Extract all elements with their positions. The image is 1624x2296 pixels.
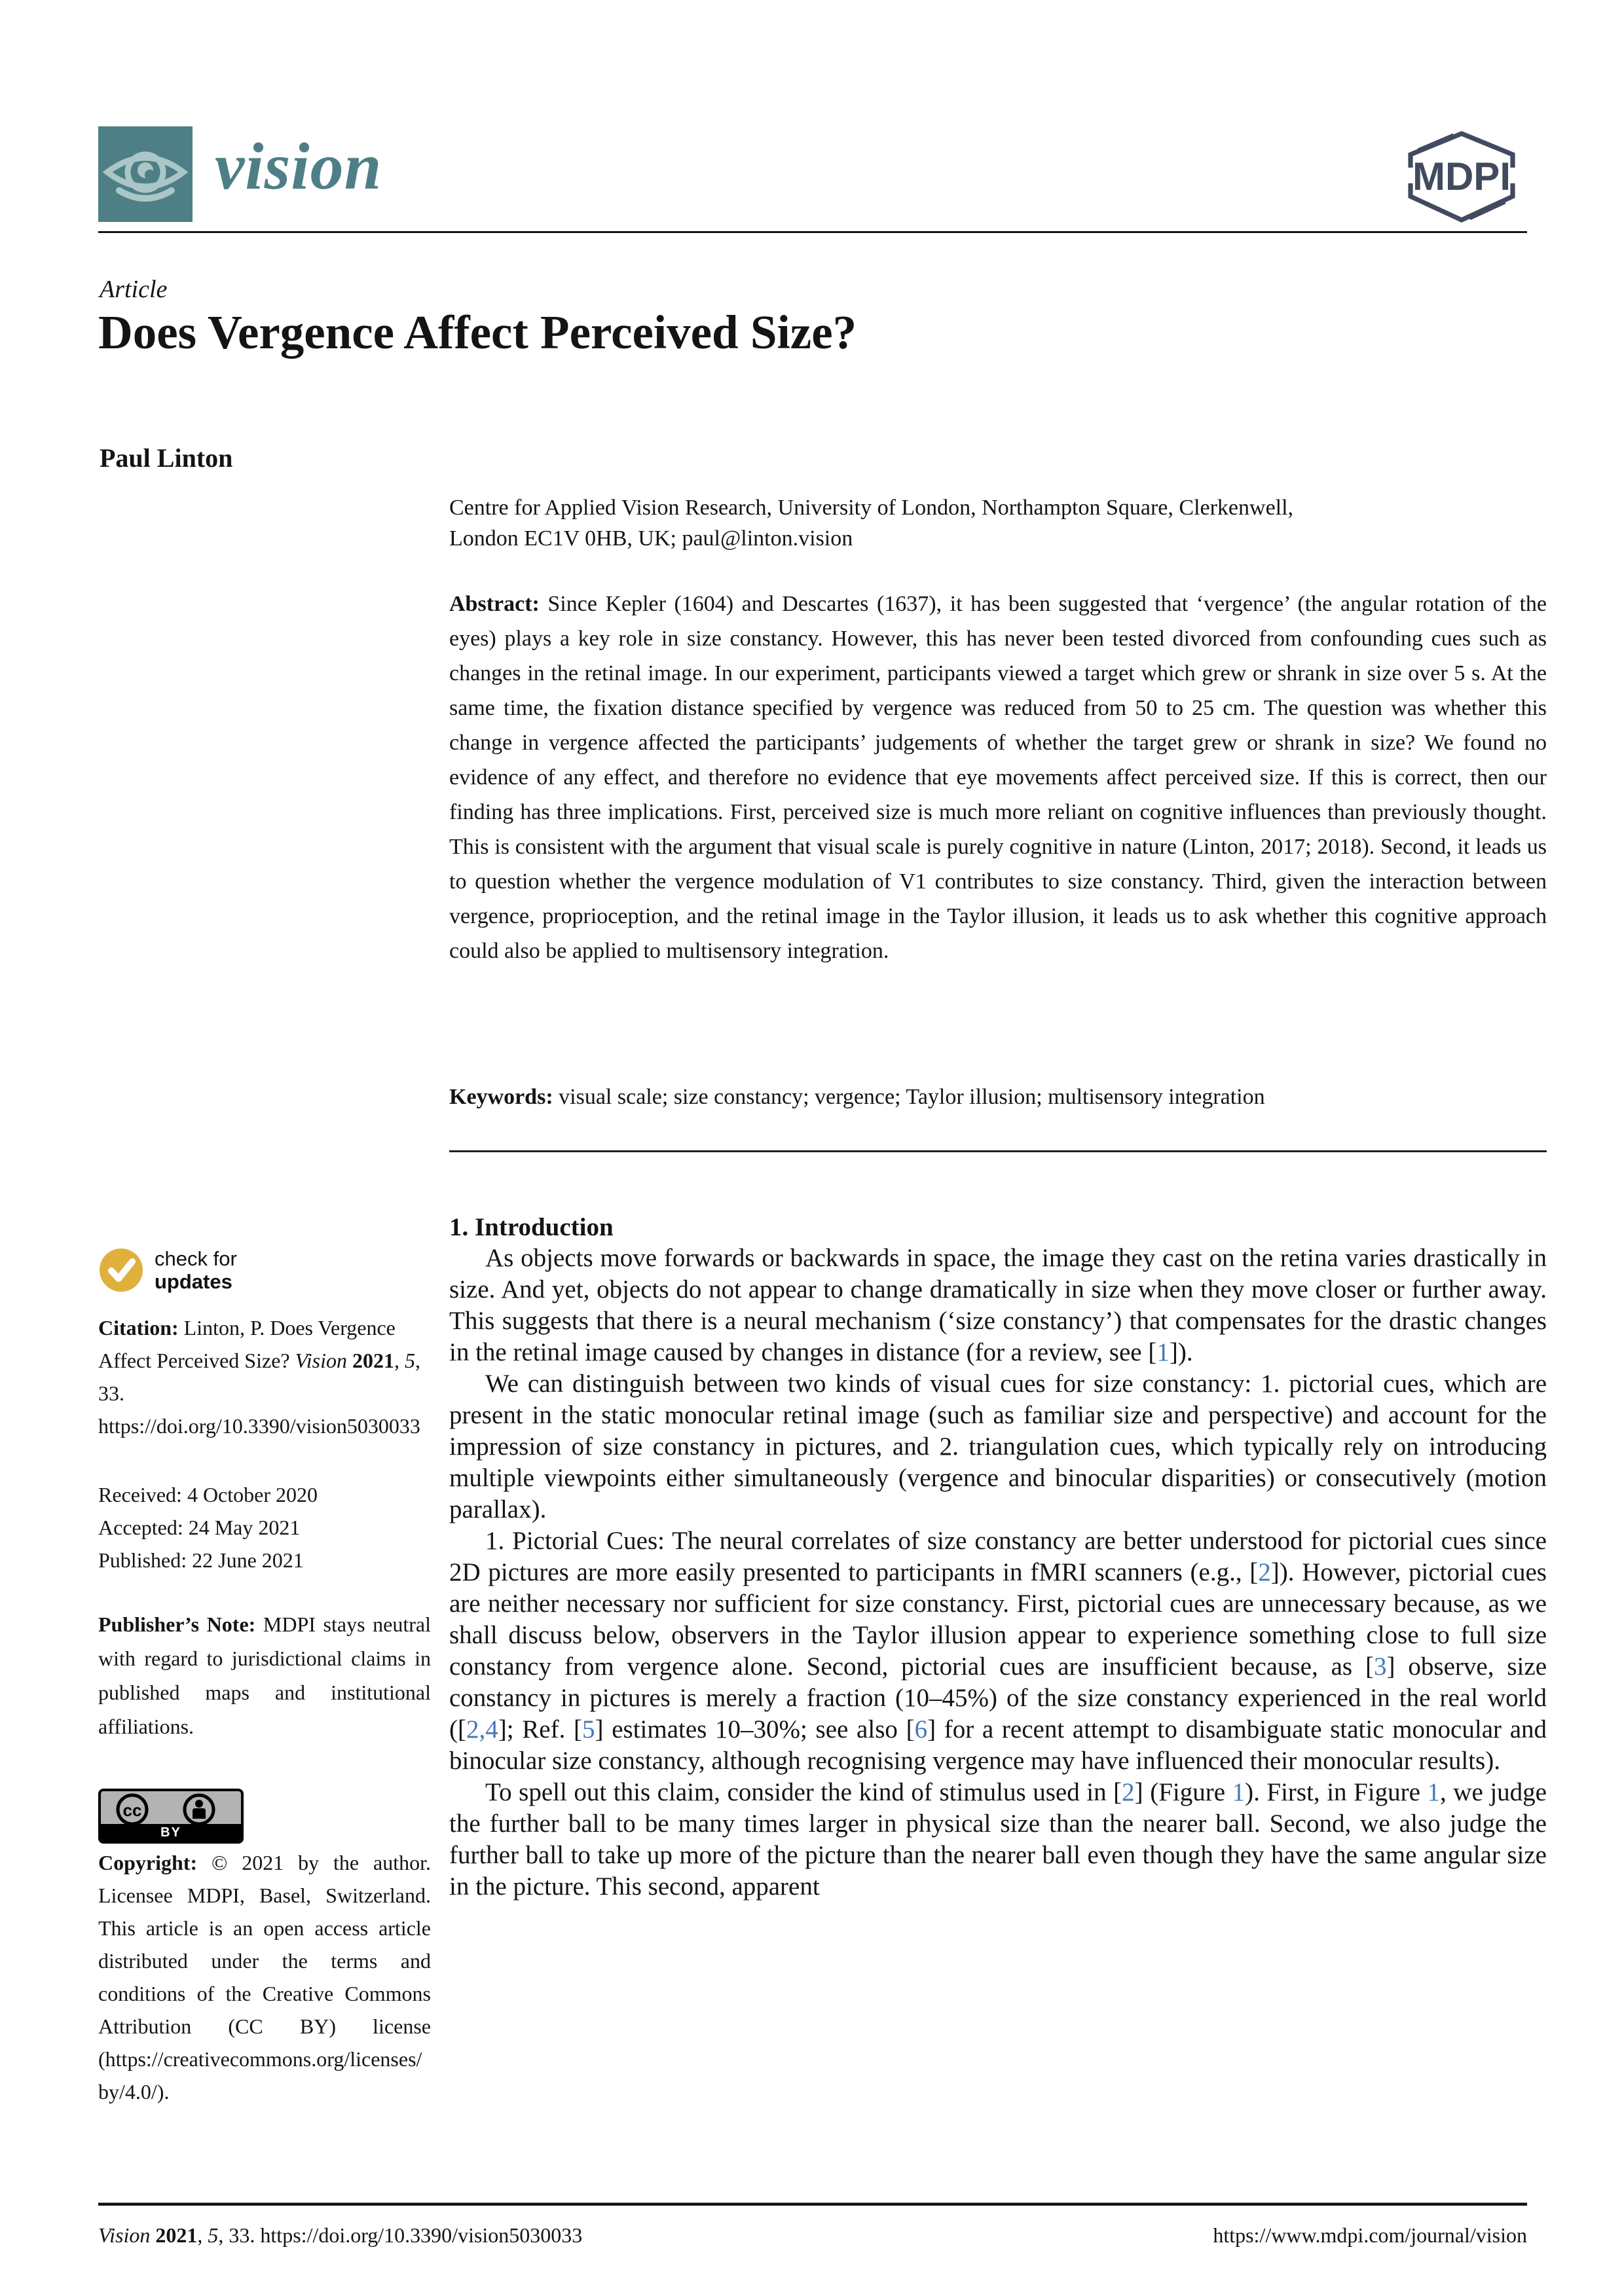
affiliation-line: London EC1V 0HB, UK; paul@linton.vision <box>449 526 853 551</box>
citation-ref[interactable]: 2 <box>1258 1558 1271 1586</box>
citation-ref[interactable]: 3 <box>1374 1652 1387 1681</box>
citation-ref[interactable]: 6 <box>914 1715 928 1743</box>
by-label: BY <box>101 1824 241 1841</box>
cc-license-badge[interactable] <box>98 1789 244 1844</box>
introduction-body <box>449 1243 1547 1903</box>
footer-rule <box>98 2202 1527 2206</box>
citation-ref[interactable]: 1 <box>1232 1778 1246 1806</box>
citation-ref[interactable]: 5 <box>582 1715 595 1743</box>
eye-icon <box>98 213 193 225</box>
body-paragraph: As objects move forwards or backwards in space, the image they cast on the retina varies drastically in size. And yet, objects do not appear to change dramatically in size when they move closer or further away. This suggests that there is a neural mechanism (‘size constancy’) that compensates for the drastic changes in the retinal image caused by changes in distance (for a review, see [1]). <box>449 1244 1547 1366</box>
section-heading: 1. Introduction <box>449 1213 614 1241</box>
abstract: Abstract: Since Kepler (1604) and Descartes (1637), it has been suggested that ‘vergence’ (the angular rotation of the eyes) plays a key role in size constancy. However, this has never been tested divorced from confounding cues such as changes in the retinal image. In our experiment, participants viewed a target which grew or shrank in size over 5 s. At the same time, the fixation distance specified by vergence was reduced from 50 to 25 cm. The question was whether this change in vergence affected the participants’ judgements of whether the target grew or shrank in size? We found no evidence of any effect, and therefore no evidence that eye movements affect perceived size. If this is correct, then our finding has three implications. First, perceived size is much more reliant on cognitive influences than previously thought. This is consistent with the argument that visual scale is purely cognitive in nature (Linton, 2017; 2018). Second, it leads us to question whether the vergence modulation of V1 contributes to size constancy. Third, given the interaction between vergence, proprioception, and the retinal image in the Taylor illusion, it leads us to ask whether this cognitive approach could also be applied to multisensory integration. <box>449 592 1547 963</box>
citation-block: Citation: Linton, P. Does Vergence Affect Perceived Size? Vision 2021, 5, 33. https://doi.org/10.3390/vision5030033 <box>98 1316 420 1438</box>
dates-block <box>98 1478 429 1576</box>
footer-citation: Vision 2021, 5, 33. https://doi.org/10.3390/vision5030033 <box>98 2223 583 2247</box>
citation-ref[interactable]: 2,4 <box>466 1715 498 1743</box>
accepted-date: Accepted: 24 May 2021 <box>98 1516 301 1539</box>
citation-ref[interactable]: 2 <box>1122 1778 1135 1806</box>
check-updates-line1: check for <box>155 1247 237 1270</box>
check-updates-label <box>155 1247 237 1293</box>
mdpi-logo <box>1392 128 1531 225</box>
body-paragraph: We can distinguish between two kinds of visual cues for size constancy: 1. pictorial cues, which are present in the static monocular retinal image (such as familiar size and perspective) and account for the impression of size constancy in pictures, and 2. triangulation cues, which typically rely on introducing multiple viewpoints either simultaneously (vergence and binocular disparities) or consecutively (motion parallax). <box>449 1370 1547 1523</box>
journal-logo <box>98 126 193 222</box>
check-updates-line2: updates <box>155 1270 232 1293</box>
citation-ref[interactable]: 1 <box>1156 1338 1170 1366</box>
body-paragraph: To spell out this claim, consider the kind of stimulus used in [2] (Figure 1). First, in Figure 1, we judge the further ball to be many times larger in physical size than the nearer ball. Second, we also judge the further ball to take up more of the picture than the nearer ball even though they have the same angular size in the picture. This second, apparent <box>449 1778 1547 1901</box>
svg-text:cc: cc <box>122 1800 142 1820</box>
check-updates-badge[interactable] <box>98 1247 334 1313</box>
affiliation-line: Centre for Applied Vision Research, University of London, Northampton Square, Clerkenwell, <box>449 496 1294 520</box>
hexagon-icon <box>1392 155 1531 228</box>
body-paragraph: 1. Pictorial Cues: The neural correlates of size constancy are better understood for pictorial cues since 2D pictures are more easily presented to participants in fMRI scanners (e.g., [2]). However, pictorial cues are neither necessary nor sufficient for size constancy. First, pictorial cues are unnecessary because, as we shall discuss below, observers in the Taylor illusion appear to experience something close to full size constancy from vergence alone. Second, pictorial cues are insufficient because, as [3] observe, size constancy in pictures is merely a fraction (10–45%) of the size constancy experienced in the real world ([2,4]; Ref. [5] estimates 10–30%; see also [6] for a recent attempt to disambiguate static monocular and binocular size constancy, although recognising vergence may have influenced their monocular results). <box>449 1527 1547 1775</box>
published-date: Published: 22 June 2021 <box>98 1548 304 1572</box>
copyright-notice: Copyright: © 2021 by the author. Licensee MDPI, Basel, Switzerland. This article is an open access article distributed under the terms and conditions of the Creative Commons Attribution (CC BY) license (https://creativecommons.org/licenses/by/4.0/). <box>98 1851 432 2104</box>
page-title: Does Vergence Affect Perceived Size? <box>98 306 857 359</box>
article-label: Article <box>100 276 168 303</box>
svg-text:MDPI: MDPI <box>1412 155 1511 198</box>
abstract-divider <box>449 1150 1547 1152</box>
journal-wordmark: vision <box>215 130 382 204</box>
footer-journal-url: https://www.mdpi.com/journal/vision <box>1213 2223 1527 2247</box>
keywords: Keywords: visual scale; size constancy; vergence; Taylor illusion; multisensory integration <box>449 1085 1265 1109</box>
author-name: Paul Linton <box>100 443 233 473</box>
affiliation <box>449 492 1547 554</box>
received-date: Received: 4 October 2020 <box>98 1483 318 1506</box>
citation-ref[interactable]: 1 <box>1427 1778 1440 1806</box>
header-rule <box>98 231 1527 233</box>
check-icon <box>98 1247 144 1293</box>
publishers-note: Publisher’s Note: MDPI stays neutral with regard to jurisdictional claims in published maps and institutional affiliations. <box>98 1613 431 1738</box>
